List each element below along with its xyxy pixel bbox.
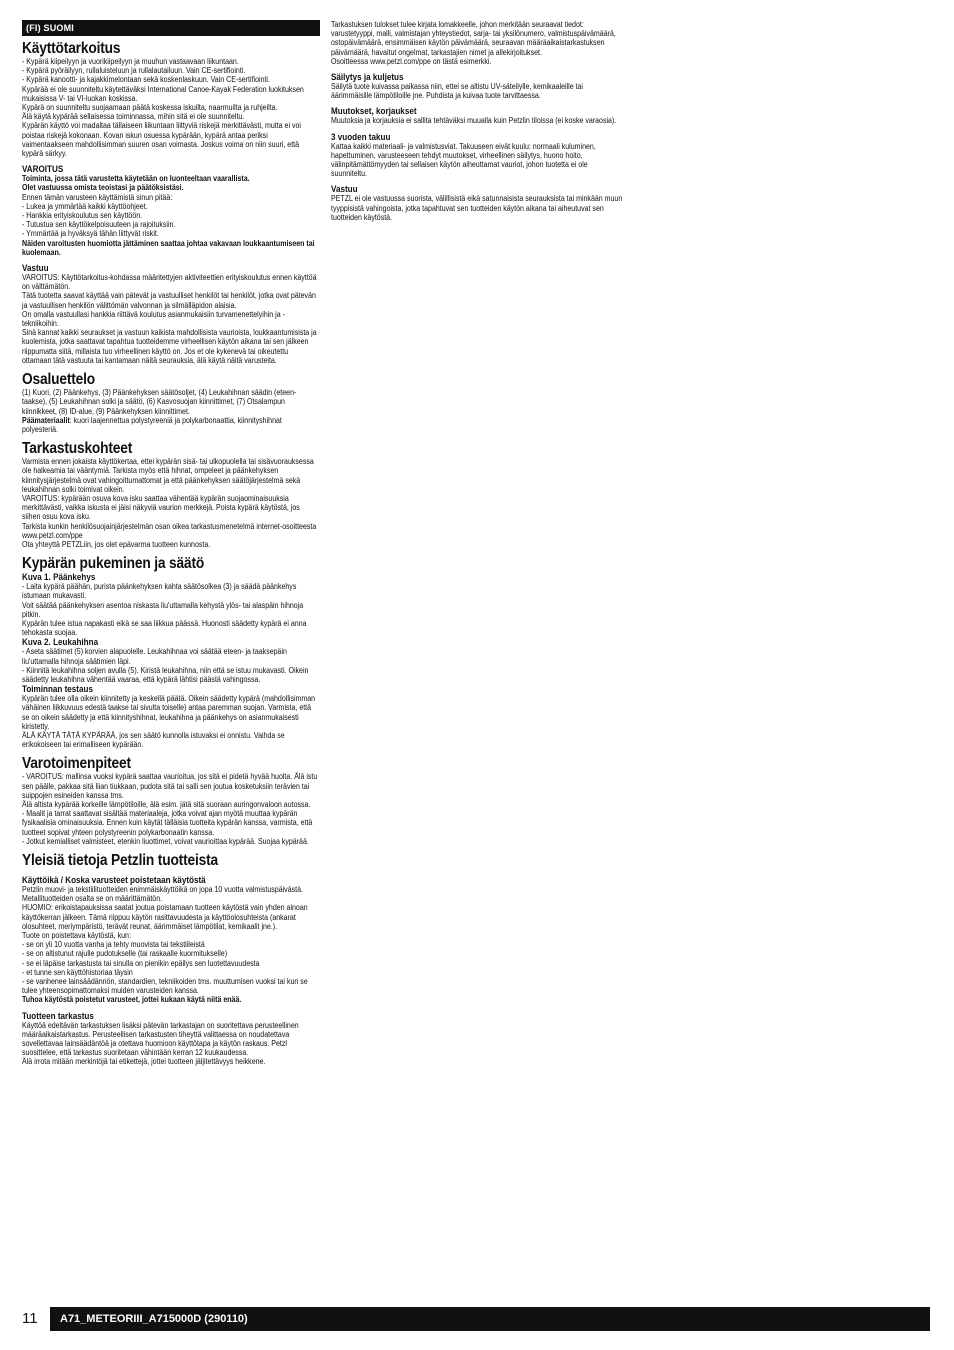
fitting-test-text: Kypärän tulee olla oikein kiinnitetty ja keskellä päätä. Oikein säädetty kypärä (mahdollisimman vähäinen liikkuvuus edestä taakse tai sivulta toiselle) antaa paremman suojan. Varmista, että se on oikein säädetty ja että kiinnityshihnat, leukahihna ja päänkehys on asianmukaisesti kiristetty. ÄLÄ KÄYTÄ TÄTÄ KYPÄRÄÄ, jos sen säätö kunnolla istuvaksi ei onnistu. Vaihda se erikokoiseen tai erimalliseen kypärään.: [22, 694, 316, 750]
page-number: 11: [22, 1310, 38, 1327]
right-column: [331, 20, 623, 222]
lifetime-heading: Käyttöikä / Koska varusteet poistetaan käytöstä: [22, 875, 206, 886]
guarantee-heading: 3 vuoden takuu: [331, 131, 391, 142]
fitting-headband-text: - Laita kypärä päähän, purista päänkehyksen kahta säätösolkea (3) ja säädä päänkehys istumaan mukavasti. Voit säätää päänkehyksen asentoa niskasta liu'uttamalla kehystä ylös- tai alaspäin hihnoja pitkin. Kypärän tulee istua napakasti eikä se saa liikkua päässä. Huonosti säädetty kypärä ei anna tehokasta suojaa.: [22, 582, 307, 638]
fitting-chinstrap-text: - Aseta säätimet (5) korvien alapuolelle. Leukahihnaa voi säätää eteen- ja taaksepäin liu'uttamalla hihnoja säätimien läpi. - Kiinnitä leukahihna soljen avulla (5). Kiristä leukahihna, niin että se istuu mukavasti. Oikein säädetty leukahihna vähentää vaaraa, että kypärä lähtisi päästä vahingossa.: [22, 647, 309, 684]
warning-bold-text: Toiminta, jossa tätä varustetta käytetään on luonteeltaan vaarallista. Olet vastuussa omista teoistasi ja päätöksistäsi.: [22, 174, 250, 193]
fitting-sub-headband: Kuva 1. Päänkehys: [22, 572, 96, 583]
responsibility-heading: Vastuu: [22, 263, 49, 274]
language-header: (FI) SUOMI: [22, 20, 320, 36]
modifications-heading: Muutokset, korjaukset: [331, 106, 417, 117]
section-title-inspection: Tarkastuskohteet: [22, 440, 133, 458]
precautions-text: - VAROITUS: mallinsa vuoksi kypärä saattaa vaurioitua, jos sitä ei pidetä hyvää huolta. Älä istu sen päälle, pakkaa sitä liian tiukkaan, pudota sitä tai salli sen joutua kosketuksiin terävien tai suippojen esineiden kanssa tms. Älä altista kypärää korkeille lämpötiloille, älä esim. jätä sitä suoraan auringonvaloon autossa. - Maalit ja tarrat saattavat sisältää materiaaleja, jotka voivat ajan myötä muuttaa kypärän fysikaalisia ominaisuuksia. Ennen kuin käytät tälläisia tuotteita kypärän kanssa, varmista, että tuotteet sopivat yhteen polystyreenin polykarbonaatin kanssa. - Jotkut kemialliset valmisteet, etenkin liuottimet, voivat vaurioittaa kypärää. Suojaa kypärää.: [22, 772, 318, 846]
left-column: [22, 20, 318, 1067]
responsibility-text: VAROITUS: Käyttötarkoitus-kohdassa määritettyjen aktiviteettien erityiskoulutus ennen käyttöä on välttämätön. Tätä tuotetta saavat käyttää vain pätevät ja vastuulliset henkilöt tai henkilöt, jotka ovat pätevän ja vastuullisen henkilön välittömän valvonnan ja silmälläpidon alaisia. On omalla vastuullasi hankkia riittävä koulutus asianmukaisiin turvamenettelyihin ja -tekniikoihin. Sinä kannat kaikki seuraukset ja vastuun kaikista mahdollisista vaurioista, loukkaantumisista ja kuolemista, jotka saattavat tapahtua tuotteidemme virheellisen käytön aikana tai sen jälkeen riippumatta siitä, millaista tuo virheellinen käyttö on. Jos et ole kykenevä tai oikeutettu ottamaan tätä vastuuta tai kantamaan näitä seurauksia, älä käytä näitä varusteita.: [22, 273, 317, 365]
modifications-text: Muutoksia ja korjauksia ei sallita tehtäväksi muualla kuin Petzlin tiloissa (ei koske varaosia).: [331, 116, 617, 126]
lifetime-text: Petzlin muovi- ja tekstiilituotteiden enimmäiskäyttöikä on jopa 10 vuotta valmistuspäivästä. Metallituotteiden osalta se on määrittämätön. HUOMIO: erikoistapauksissa saatat joutua poistamaan tuotteen käytöstä vain yhden ainoan käyttökerran jälkeen. Tämä riippuu käytön rasittavuudesta ja käyttöolosuhteista (ankarat olosuhteet, meriympäristö, terävät reunat, äärimmäiset lämpötilat, kemikaalit jne.). Tuote on poistettava käytöstä, kun: - se on yli 10 vuotta vanha ja tehty muovista tai tekstiileistä - se on altistunut rajulle pudotukselle (tai raskaalle kuormitukselle) - se ei läpäise tarkastusta tai sinulla on pienikin epäilys sen luotettavuudesta - et tunne sen käyttöhistoriaa täysin - se vanhenee lainsäädännön, standardien, tekniikoiden tms. muuttumisen vuoksi tai kun se tulee yhteensopimattomaksi muiden varusteiden kanssa.: [22, 885, 308, 996]
section-title-intended-use: Käyttötarkoitus: [22, 40, 121, 57]
nomenclature-text: [22, 388, 318, 434]
warning-text: Ennen tämän varusteen käyttämistä sinun pitää: - Lukea ja ymmärtää kaikki käyttöohjeet. - Hankkia erityiskoulutus sen käyttöön. - Tutustua sen käyttökelpoisuuteen ja rajoituksiin. - Ymmärtää ja hyväksyä tähän liittyvät riskit.: [22, 192, 176, 239]
product-inspection-text: Käyttöä edeltävän tarkastuksen lisäksi pätevän tarkastajan on suoritettava perusteellinen määräaikaistarkastus. Perusteellisen tarkastusten tiheyttä valittaessa on noudatettava sovellettavaa lainsäädäntöä ja otettava huomioon käyttötapa ja käytön raskaus. Petzl suosittelee, että tarkastus suoritetaan vähintään kerran 12 kuukaudessa. Älä irrota mitään merkintöjä tai etikettejä, jottei tuotteen jäljitettävyys heikkene.: [22, 1020, 299, 1067]
storage-text: Säilytä tuote kuivassa paikassa niin, ettei se altistu UV-säteilylle, kemikaaleille tai äärimmäisille lämpötiloille jne. Puhdista ja kuivaa tuote tarvittaessa.: [331, 82, 583, 101]
warning-heading: VAROITUS: [22, 164, 64, 175]
materials-label: Päämateriaalit: [22, 415, 70, 425]
section-title-precautions: Varotoimenpiteet: [22, 755, 131, 773]
materials-text: : kuori laajennettua polystyreeniä ja polykarbonaattia, kiinnityshihnat polyesteriä.: [22, 415, 282, 434]
section-title-general-info: Yleisiä tietoja Petzlin tuotteista: [22, 852, 219, 870]
nomenclature-parts: (1) Kuori, (2) Päänkehys, (3) Päänkehyksen säätösoljet, (4) Leukahihnan säädin (eteen-taakse), (5) Leukahihnan solki ja säätö, (6) Kasvosuojan kiinnittimet, (7) Otsalampun kiinnikkeet, (8) ID-alue, (9) Päänkehyksen kiinnittimet.: [22, 388, 297, 416]
inspection-record-text: Tarkastuksen tulokset tulee kirjata lomakkeelle, johon merkitään seuraavat tiedot: varustetyyppi, malli, valmistajan yhteystiedot, sarja- tai yksilönumero, valmistuspäivämäärä, ostopäivämäärä, ensimmäisen käytön päivämäärä, seuraavan määräaikaistarkastuksen päivämäärä, havaitut ongelmat, tarkastajien nimet ja allekirjoitukset. Osoitteessa www.petzl.com/ppe on tästä esimerkki.: [331, 20, 616, 66]
destroy-notice: Tuhoa käytöstä poistetut varusteet, jottei kukaan käytä niitä enää.: [22, 995, 242, 1005]
liability-text: PETZL ei ole vastuussa suorista, välillisistä eikä satunnaisista seurauksista tai minkään muun tyyppisistä vahingoista, jotka tapahtuvat sen tuotteiden käytön aikana tai aiheutuvat sen tuotteiden käytöstä.: [331, 194, 623, 222]
fitting-sub-chinstrap: Kuva 2. Leukahihna: [22, 637, 99, 648]
warning-bold-text-2: Näiden varoitusten huomiotta jättäminen saattaa johtaa vakavaan loukkaantumiseen tai kuolemaan.: [22, 238, 315, 257]
fitting-sub-test: Toiminnan testaus: [22, 684, 93, 695]
guarantee-text: Kattaa kaikki materiaali- ja valmistusviat. Takuuseen eivät kuulu: normaali kuluminen, hapettuminen, varusteeseen tehdyt muutokset, virheellinen säilytys, huono hoito, välinpitämättömyyden tai sellaisen käytön aiheuttamat vauriot, johon tuotetta ei ole suunniteltu.: [331, 141, 596, 179]
document-code: A71_METEORIII_A715000D (290110): [50, 1307, 930, 1331]
storage-heading: Säilytys ja kuljetus: [331, 72, 404, 83]
page-footer: [22, 1307, 930, 1331]
product-inspection-heading: Tuotteen tarkastus: [22, 1010, 94, 1021]
inspection-text: Varmista ennen jokaista käyttökertaa, ettei kypärän sisä- tai ulkopuolella tai sisävuorauksessa ole halkeamia tai vääntymiä. Tarkista myös että hihnat, ompeleet ja päänkehyksen kiinnitysjärjestelmä ovat vahingoittumattomat ja että päänkehyksen säätöjärjestelmä sekä leukahihnan solki toimivat oikein. VAROITUS: kypärään osuva kova isku saattaa vähentää kypärän suojaominaisuuksia merkittävästi, vaikka iskusta ei jäisi näkyviä vaurion merkkejä. Poista kypärä käytöstä, jos siihen osuu kova isku. Tarkista kunkin henkilösuojainjärjestelmän osan oikea tarkastusmenetelmä internet-osoitteesta www.petzl.com/ppe Ota yhteyttä PETZLiin, jos olet epävarma tuotteen kunnosta.: [22, 457, 317, 549]
section-title-nomenclature: Osaluettelo: [22, 371, 96, 389]
section-title-fitting: Kypärän pukeminen ja säätö: [22, 555, 205, 573]
intended-use-text: - Kypärä kiipeilyyn ja vuorikiipeilyyn ja muuhun vastaavaan liikuntaan. - Kypärä pyöräilyyn, rullaluisteluun ja rullalautailuun. Vain CE-sertifiointi. - Kypärä kanootti- ja kajakkimelontaan sekä koskenlaskuun. Vain CE-sertifiointi. Kypärää ei ole suunniteltu käytettäväksi International Canoe-Kayak Federation luokituksen mukaisissa V- tai VI-luokan koskissa. Kypärä on suunniteltu suojaamaan päätä koskessa iskuilta, naarmuilta ja ruhjeilta. Älä käytä kypärää sellaisessa toiminnassa, mihin sitä ei ole suunniteltu. Kypärän käyttö voi madaltaa tällaiseen liikuntaan liittyviä riskejä merkittävästi, mutta ei voi poistaa riskejä kokonaan. Kovan iskun osuessa kypärään, kypärä antaa periksi vaimentaakseen mahdollisimman suuren osan voimasta. Joskus voima on niin suuri, että kypärä särkyy.: [22, 57, 304, 159]
liability-heading: Vastuu: [331, 184, 358, 195]
